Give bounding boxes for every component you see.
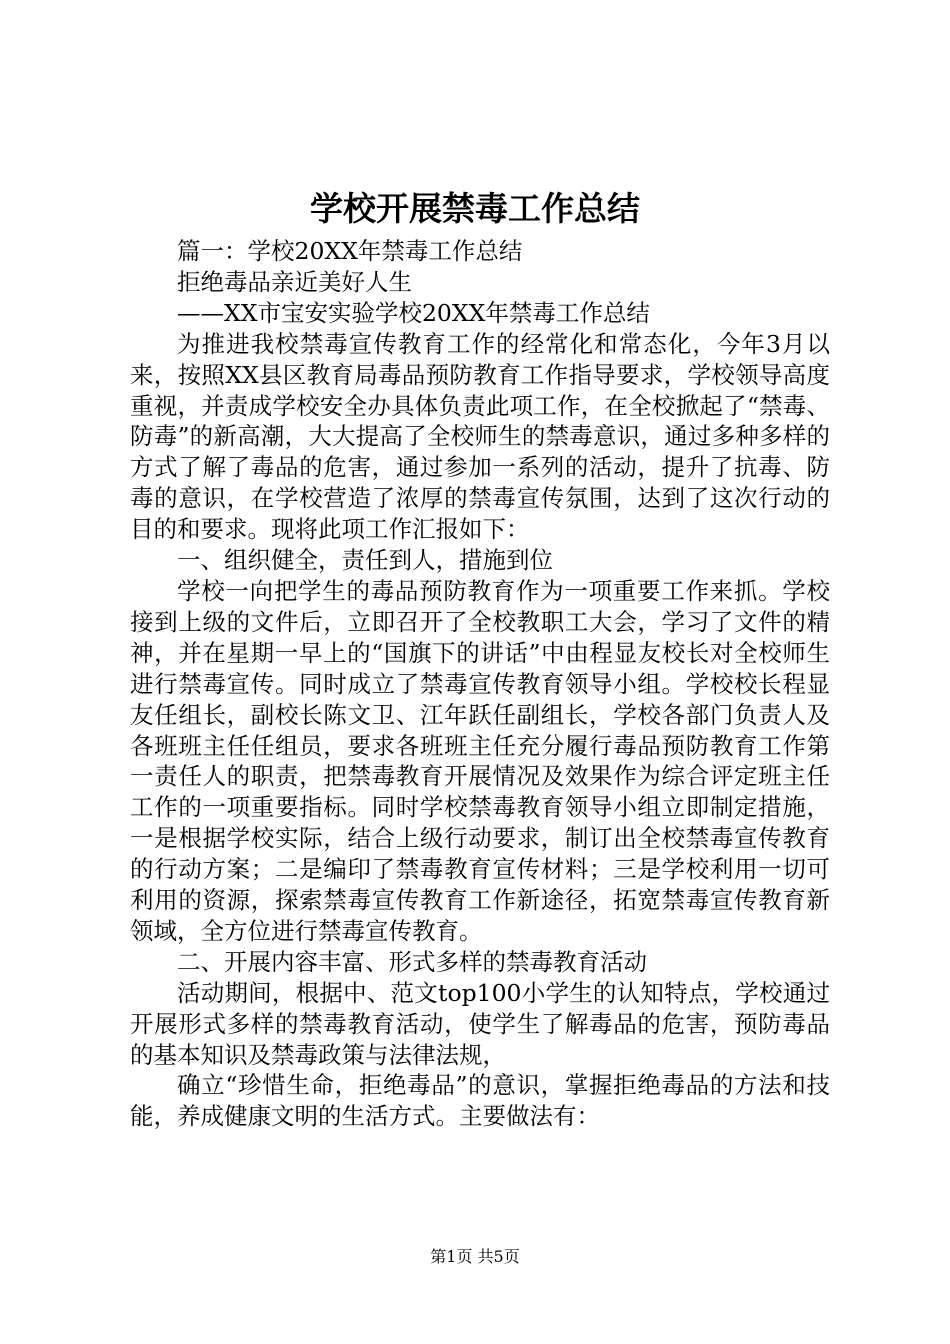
document-body bbox=[130, 236, 830, 1132]
body-paragraph: 学校一向把学生的毒品预防教育作为一项重要工作来抓。学校接到上级的文件后，立即召开了全校教职工大会，学习了文件的精神，并在星期一早上的“国旗下的讲话”中由程显友校长对全校师生进行禁毒宣传。同时成立了禁毒宣传教育领导小组。学校校长程显友任组长，副校长陈文卫、江年跃任副组长，学校各部门负责人及各班班主任任组员，要求各班班主任充分履行毒品预防教育工作第一责任人的职责，把禁毒教育开展情况及效果作为综合评定班主任工作的一项重要指标。同时学校禁毒教育领导小组立即制定措施，一是根据学校实际，结合上级行动要求，制订出全校禁毒宣传教育的行动方案；二是编印了禁毒教育宣传材料；三是学校利用一切可利用的资源，探索禁毒宣传教育工作新途径，拓宽禁毒宣传教育新领域，全方位进行禁毒宣传教育。 bbox=[130, 576, 830, 945]
section-heading: 篇一：学校20XX年禁毒工作总结 bbox=[177, 237, 523, 265]
body-paragraph: 活动期间，根据中、范文top100小学生的认知特点，学校通过开展形式多样的禁毒教育活动，使学生了解毒品的危害，预防毒品的基本知识及禁毒政策与法律法规， bbox=[130, 978, 830, 1069]
subtitle-line: 拒绝毒品亲近美好人生 bbox=[177, 267, 412, 296]
body-paragraph: 确立“珍惜生命，拒绝毒品”的意识，掌握拒绝毒品的方法和技能，养成健康文明的生活方式。主要做法有： bbox=[130, 1071, 830, 1131]
page-number-footer: 第1页 共5页 bbox=[430, 1247, 520, 1266]
body-paragraph: 为推进我校禁毒宣传教育工作的经常化和常态化，今年3月以来，按照XX县区教育局毒品预防教育工作指导要求，学校领导高度重视，并责成学校安全办具体负责此项工作，在全校掀起了“禁毒、防毒”的新高潮，大大提高了全校师生的禁毒意识，通过多种多样的方式了解了毒品的危害，通过参加一系列的活动，提升了抗毒、防毒的意识，在学校营造了浓厚的禁毒宣传氛围，达到了这次行动的目的和要求。现将此项工作汇报如下： bbox=[130, 329, 830, 544]
subtitle-line: ——XX市宝安实验学校20XX年禁毒工作总结 bbox=[177, 298, 650, 327]
section-heading: 一、组织健全，责任到人，措施到位 bbox=[177, 546, 553, 575]
document-title: 学校开展禁毒工作总结 bbox=[310, 189, 640, 228]
section-heading: 二、开展内容丰富、形式多样的禁毒教育活动 bbox=[177, 947, 647, 976]
